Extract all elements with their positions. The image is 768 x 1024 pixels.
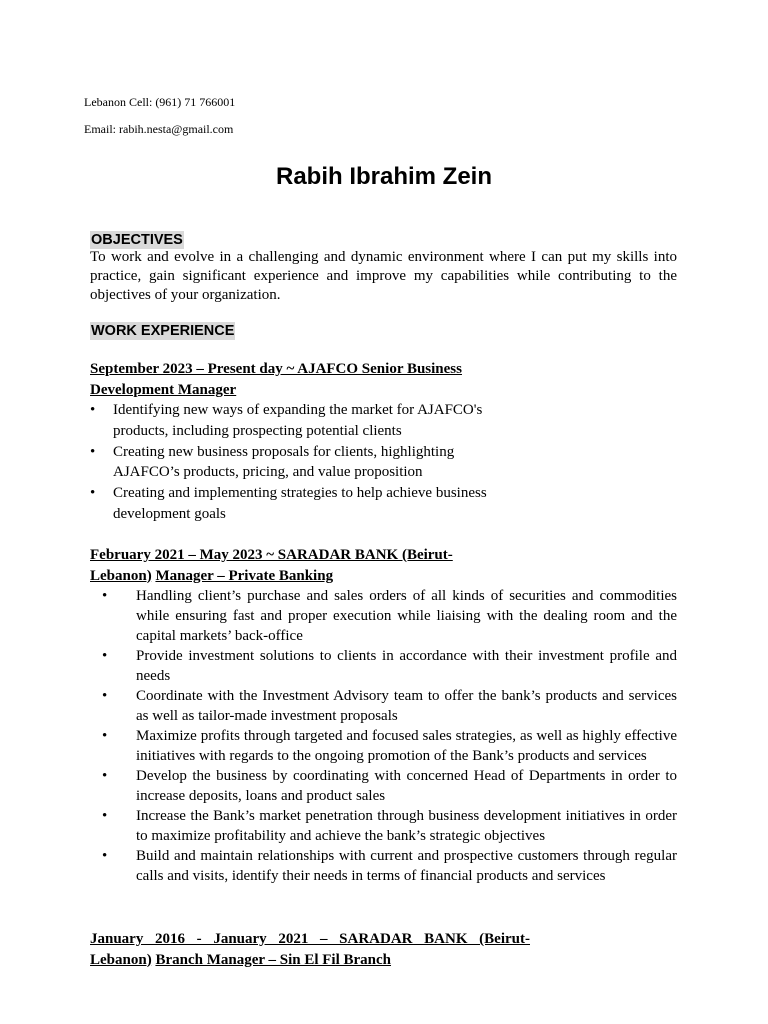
bullet-marker: • [102,728,108,744]
objectives-text: To work and evolve in a challenging and dynamic environment where I can put my skills into practice, gain significant experience and improve my capabilities while contributing to the objectives of your organization. [90,249,677,303]
job-header-line2-employer: Lebanon) [90,951,152,968]
list-item-text: Creating and implementing strategies to help achieve business development goals [113,485,487,522]
job-bullet-list [90,400,500,525]
bullet-marker: • [102,648,108,664]
list-item [100,806,677,846]
job-header-title: Manager – Private Banking [155,567,334,584]
list-item [90,400,500,442]
bullet-marker: • [90,443,96,460]
bullet-marker: • [90,402,96,418]
work-experience-heading: WORK EXPERIENCE [91,323,235,339]
job-header-text: September 2023 – Present day ~ AJAFCO Senior Business Development Manager [90,361,462,398]
list-item-text: Build and maintain relationships with current and prospective customers through regular calls and visits, identify their needs in terms of financial products and services [136,848,677,884]
job-bullet-list [100,586,677,886]
job-header [90,929,530,970]
list-item-text: Coordinate with the Investment Advisory team to offer the bank’s products and services as well as tailor-made investment proposals [136,688,677,724]
list-item [100,686,677,726]
job-header [90,359,490,400]
list-item-text: Creating new business proposals for clients, highlighting AJAFCO’s products, pricing, and value proposition [113,443,455,481]
list-item [100,646,677,686]
list-item-text: Maximize profits through targeted and focused sales strategies, as well as highly effective initiatives with regards to the ongoing promotion of the Bank’s products and services [136,728,677,764]
bullet-marker: • [90,485,96,502]
list-item [100,766,677,806]
job-header-line2-title: Branch Manager – Sin El Fil Branch [155,951,392,968]
list-item-text: Develop the business by coordinating with concerned Head of Departments in order to increase deposits, loans and product sales [136,768,677,804]
list-item-text: Handling client’s purchase and sales orders of all kinds of securities and commodities while ensuring fast and proper execution while liaising with the dealing room and the capital markets’ back-office [136,588,677,644]
list-item [100,726,677,766]
job-header-line1: January 2016 - January 2021 – SARADAR BANK (Beirut- [90,931,530,947]
candidate-name: Rabih Ibrahim Zein [275,163,493,190]
list-item [90,483,500,525]
list-item-text: Increase the Bank’s market penetration through business development initiatives in order to maximize profitability and achieve the bank’s strategic objectives [136,808,677,844]
bullet-marker: • [102,808,108,824]
phone-line: Lebanon Cell: (961) 71 766001 [84,95,236,109]
job-header-employer: February 2021 – May 2023 ~ SARADAR BANK (Beirut-Lebanon) [90,547,453,584]
list-item-text: Identifying new ways of expanding the market for AJAFCO's products, including prospecting potential clients [113,402,483,439]
job-header [90,545,470,586]
list-item [90,442,500,484]
bullet-marker: • [102,768,108,784]
bullet-marker: • [102,588,108,604]
list-item [100,846,677,886]
list-item [100,586,677,646]
bullet-marker: • [102,688,108,704]
objectives-heading: OBJECTIVES [91,232,183,248]
email-line: Email: rabih.nesta@gmail.com [84,122,234,136]
bullet-marker: • [102,848,108,864]
list-item-text: Provide investment solutions to clients in accordance with their investment profile and needs [136,648,677,684]
